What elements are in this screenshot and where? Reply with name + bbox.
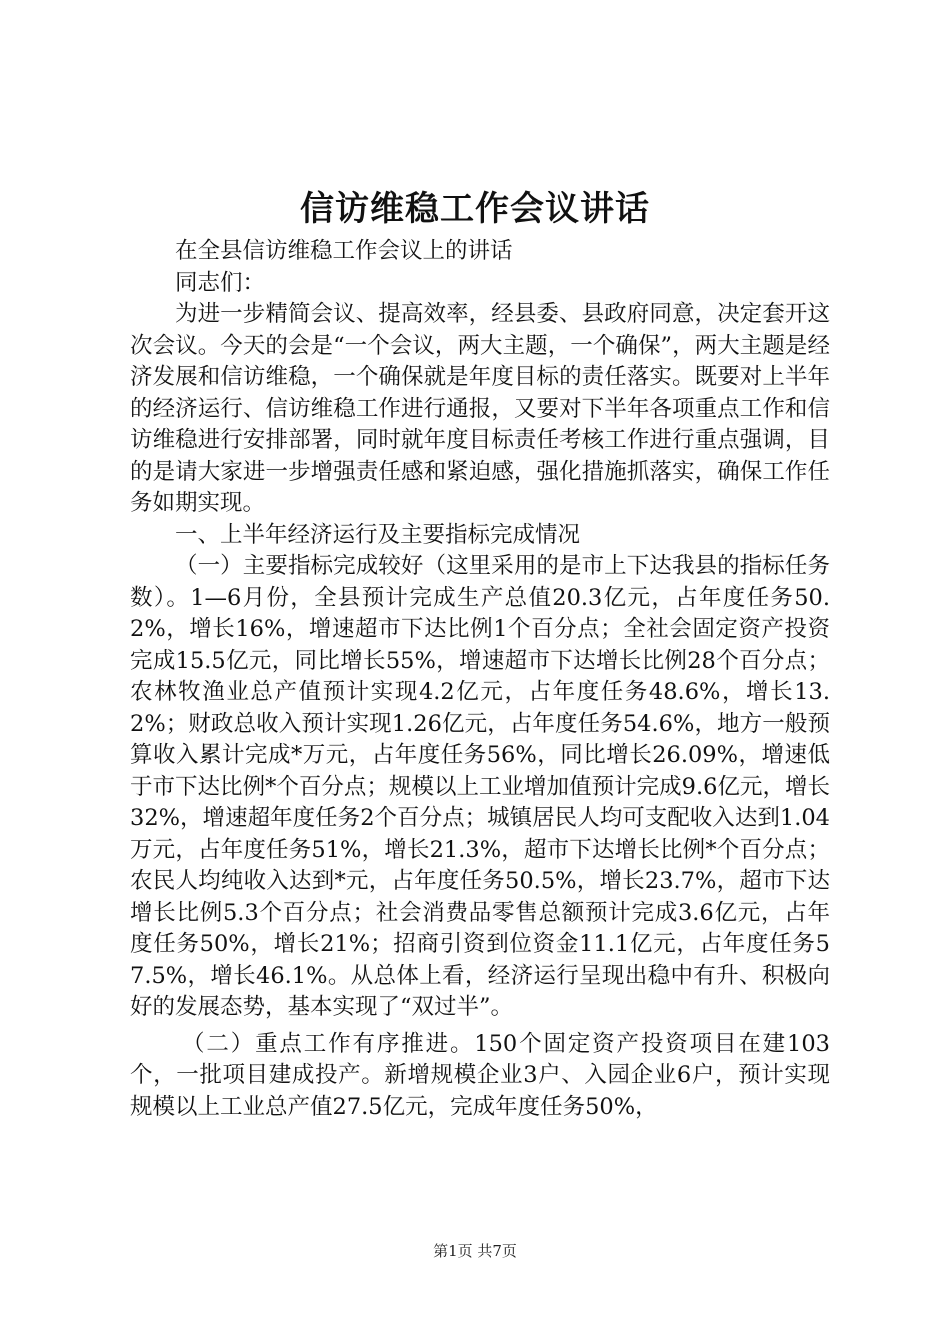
body-paragraph-intro: 为进一步精简会议、提高效率，经县委、县政府同意，决定套开这次会议。今天的会是“一个会议，两大主题，一个确保”，两大主题是经济发展和信访维稳，一个确保就是年度目标的责任落实。既要对上半年的经济运行、信访维稳工作进行通报，又要对下半年各项重点工作和信访维稳进行安排部署，同时就年度目标责任考核工作进行重点强调，目的是请大家进一步增强责任感和紧迫感，强化措施抓落实，确保工作任务如期实现。: [130, 301, 830, 516]
document-title: 信访维稳工作会议讲话: [300, 189, 650, 229]
section-heading: 一、上半年经济运行及主要指标完成情况: [175, 521, 581, 548]
body-paragraph-key-work: （二）重点工作有序推进。150个固定资产投资项目在建103个，一批项目建成投产。新增规模企业3户、入园企业6户，预计实现规模以上工业总产值27.5亿元，完成年度任务50%，: [130, 1030, 830, 1120]
speech-subtitle: 在全县信访维稳工作会议上的讲话: [175, 238, 513, 264]
body-paragraph-indicators: （一）主要指标完成较好（这里采用的是市上下达我县的指标任务数）。1—6月份，全县预计完成生产总值20.3亿元，占年度任务50.2%，增长16%，增速超市下达比例1个百分点；全社会固定资产投资完成15.5亿元，同比增长55%，增速超市下达增长比例28个百分点；农林牧渔业总产值预计实现4.2亿元，占年度任务48.6%，增长13.2%；财政总收入预计实现1.26亿元，占年度任务54.6%，地方一般预算收入累计完成*万元，占年度任务56%，同比增长26.09%，增速低于市下达比例*个百分点；规模以上工业增加值预计完成9.6亿元，增长32%，增速超年度任务2个百分点；城镇居民人均可支配收入达到1.04万元，占年度任务51%，增长21.3%，超市下达增长比例*个百分点；农民人均纯收入达到*元，占年度任务50.5%，增长23.7%，超市下达增长比例5.3个百分点；社会消费品零售总额预计完成3.6亿元，占年度任务50%，增长21%；招商引资到位资金11.1亿元，占年度任务57.5%，增长46.1%。从总体上看，经济运行呈现出稳中有升、积极向好的发展态势，基本实现了“双过半”。: [130, 553, 830, 1020]
salutation: 同志们：: [175, 269, 266, 296]
page-footer: 第1页 共7页: [433, 1242, 517, 1260]
document-body: [130, 236, 830, 1123]
